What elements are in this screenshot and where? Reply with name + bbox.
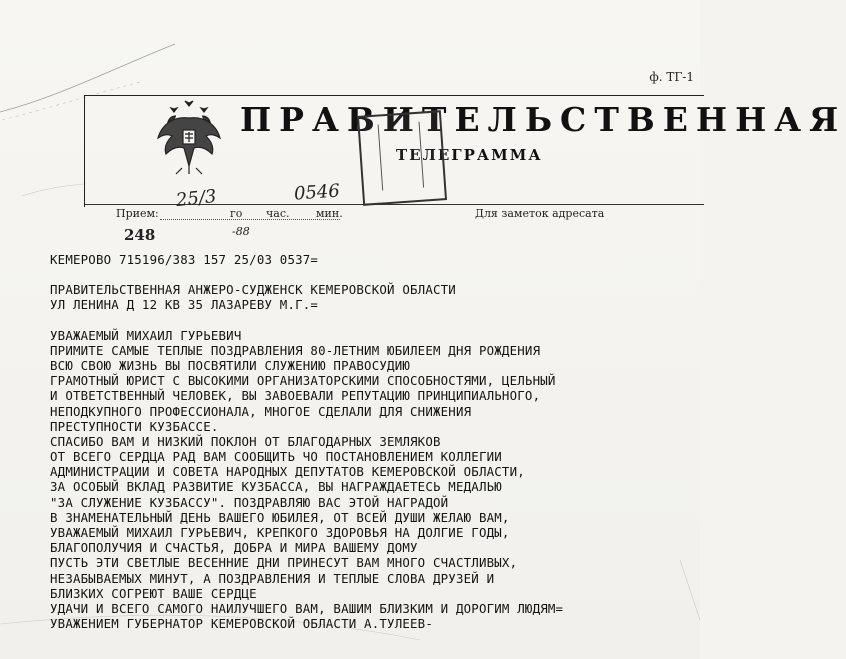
received-label: Прием: [116,207,159,220]
message-line: ГРАМОТНЫЙ ЮРИСТ С ВЫСОКИМИ ОРГАНИЗАТОРСКИМИ СПОСОБНОСТЯМИ, ЦЕЛЬНЫЙ [50,373,556,389]
message-line: ПРИМИТЕ САМЫЕ ТЕПЛЫЕ ПОЗДРАВЛЕНИЯ 80-ЛЕТНИМ ЮБИЛЕЕМ ДНЯ РОЖДЕНИЯ [50,342,541,358]
form-code: ф. ТГ-1 [649,70,694,84]
notes-label: Для заметок адресата [475,207,605,220]
handwritten-number-4: -88 [232,225,250,238]
handwritten-number-1: 25/3 [175,185,218,212]
address-line: ПРАВИТЕЛЬСТВЕННАЯ АНЖЕРО-СУДЖЕНСК КЕМЕРОВСКОЙ ОБЛАСТИ [50,282,456,298]
message-line: ЗА ОСОБЫЙ ВКЛАД РАЗВИТИЕ КУЗБАССА, ВЫ НАГРАЖДАЕТЕСЬ МЕДАЛЬЮ [50,479,502,495]
handwritten-number-3: 248 [124,226,156,244]
document-subtitle: ТЕЛЕГРАММА [396,146,543,164]
message-line: СПАСИБО ВАМ И НИЗКИЙ ПОКЛОН ОТ БЛАГОДАРНЫХ ЗЕМЛЯКОВ [50,433,441,449]
coat-of-arms-icon [154,98,224,178]
address-line: УЛ ЛЕНИНА Д 12 КВ 35 ЛАЗАРЕВУ М.Г.= [50,297,319,313]
message-line: УВАЖАЕМЫЙ МИХАИЛ ГУРЬЕВИЧ [50,327,242,343]
message-line: БЛАГОПОЛУЧИЯ И СЧАСТЬЯ, ДОБРА И МИРА ВАШЕМУ ДОМУ [50,540,418,556]
message-line: АДМИНИСТРАЦИИ И СОВЕТА НАРОДНЫХ ДЕПУТАТОВ КЕМЕРОВСКОЙ ОБЛАСТИ, [50,464,525,480]
message-line: ОТ ВСЕГО СЕРДЦА РАД ВАМ СООБЩИТЬ ЧО ПОСТАНОВЛЕНИЕМ КОЛЛЕГИИ [50,449,502,465]
message-line: ПРЕСТУПНОСТИ КУЗБАССЕ. [50,418,219,434]
message-line: НЕПОДКУПНОГО ПРОФЕССИОНАЛА, МНОГОЕ СДЕЛАЛИ ДЛЯ СНИЖЕНИЯ [50,403,472,419]
message-line: УДАЧИ И ВСЕГО САМОГО НАИЛУЧШЕГО ВАМ, ВАШИМ БЛИЗКИМ И ДОРОГИМ ЛЮДЯМ= [50,600,564,616]
receipt-line [160,219,340,220]
signature-line: УВАЖЕНИЕМ ГУБЕРНАТОР КЕМЕРОВСКОЙ ОБЛАСТИ А.ТУЛЕЕВ- [50,616,433,632]
message-line: БЛИЗКИХ СОГРЕЮТ ВАШЕ СЕРДЦЕ [50,585,257,601]
message-line: В ЗНАМЕНАТЕЛЬНЫЙ ДЕНЬ ВАШЕГО ЮБИЛЕЯ, ОТ ВСЕЙ ДУШИ ЖЕЛАЮ ВАМ, [50,509,510,525]
telegram-text [50,252,690,631]
postal-stamp [357,110,447,206]
origin-line: КЕМЕРОВО 715196/383 157 25/03 0537= [50,252,319,267]
message-line: УВАЖАЕМЫЙ МИХАИЛ ГУРЬЕВИЧ, КРЕПКОГО ЗДОРОВЬЯ НА ДОЛГИЕ ГОДЫ, [50,525,510,540]
message-line: ПУСТЬ ЭТИ СВЕТЛЫЕ ВЕСЕННИЕ ДНИ ПРИНЕСУТ ВАМ МНОГО СЧАСТЛИВЫХ, [50,555,518,571]
document-title: ПРАВИТЕЛЬСТВЕННАЯ [240,100,846,139]
message-line: "ЗА СЛУЖЕНИЕ КУЗБАССУ". ПОЗДРАВЛЯЮ ВАС ЭТОЙ НАГРАДОЙ [50,494,449,510]
hours2-label: час. [266,207,290,220]
message-line: НЕЗАБЫВАЕМЫХ МИНУТ, А ПОЗДРАВЛЕНИЯ И ТЕПЛЫЕ СЛОВА ДРУЗЕЙ И [50,570,495,586]
minutes-label: мин. [316,207,343,220]
handwritten-number-2: 0546 [293,180,341,205]
hours-label: го [230,207,243,220]
message-line: ВСЮ СВОЮ ЖИЗНЬ ВЫ ПОСВЯТИЛИ СЛУЖЕНИЮ ПРАВОСУДИЮ [50,357,411,373]
message-line: И ОТВЕТСТВЕННЫЙ ЧЕЛОВЕК, ВЫ ЗАВОЕВАЛИ РЕПУТАЦИЮ ПРИНЦИПИАЛЬНОГО, [50,388,541,404]
